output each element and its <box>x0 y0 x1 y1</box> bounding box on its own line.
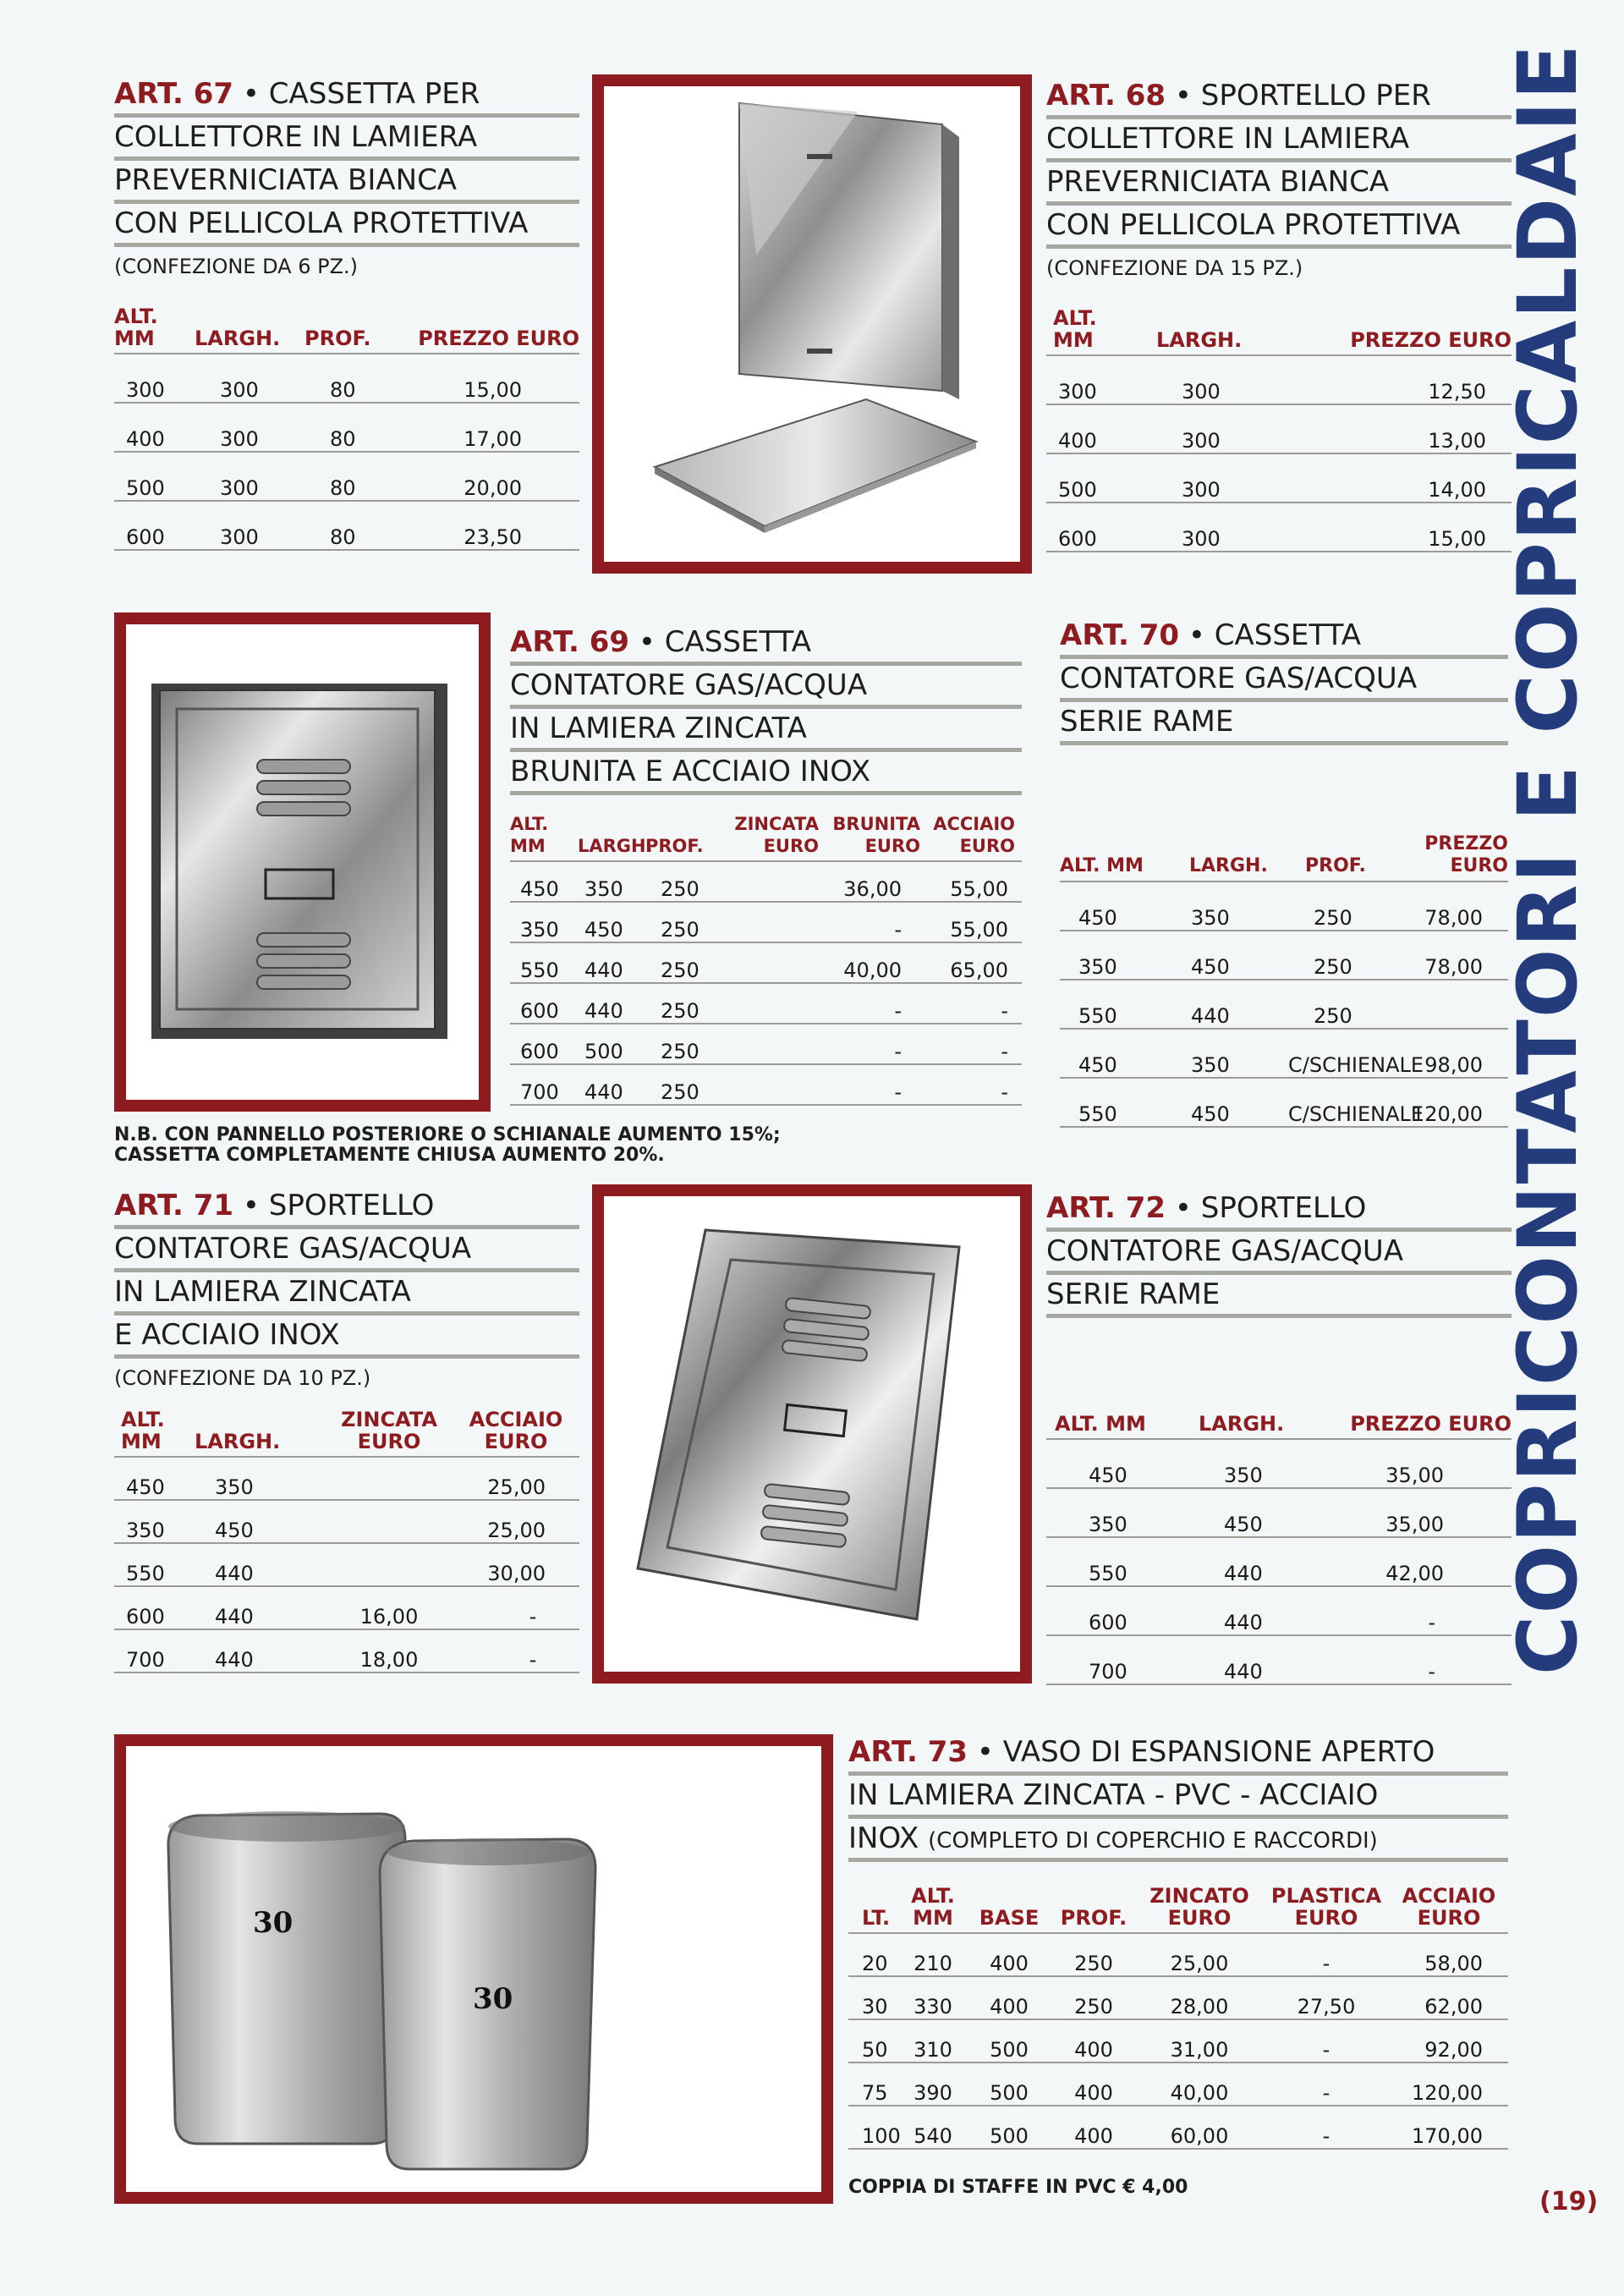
art67-title-line-3: PREVERNICIATA BIANCA <box>114 161 579 204</box>
art67-title-line-2: COLLETTORE IN LAMIERA <box>114 118 579 161</box>
table-row: 350 450 250 - 55,00 <box>510 902 1022 942</box>
table-row: 450 350 250 36,00 55,00 <box>510 861 1022 902</box>
table-row: 700 440 18,00 - <box>114 1629 579 1673</box>
table-row: 300 300 12,50 <box>1046 355 1512 404</box>
art69-nb-line-1: N.B. CON PANNELLO POSTERIORE O SCHIANALE AUMENTO 15%; <box>114 1124 781 1145</box>
art71-title-line-2: CONTATORE GAS/ACQUA <box>114 1229 579 1272</box>
table-row: 450 350 25,00 <box>114 1457 579 1500</box>
art71-header: ALT. MM <box>114 1404 195 1457</box>
art69-title-line-1: ART. 69 • CASSETTA <box>510 623 1022 666</box>
table-row: 450 350 C/SCHIENALE 98,00 <box>1060 1029 1508 1078</box>
art72-header: LARGH. <box>1199 1409 1334 1439</box>
table-row: 350 450 25,00 <box>114 1500 579 1543</box>
table-row: 50 310 500 400 31,00 - 92,00 <box>848 2019 1508 2063</box>
table-row: 500 300 80 20,00 <box>114 452 579 501</box>
meter-box-illustration <box>126 624 479 1100</box>
table-row: 450 350 250 78,00 <box>1060 882 1508 931</box>
photo-expansion-tanks <box>114 1734 833 2204</box>
table-row: 500 300 14,00 <box>1046 453 1512 503</box>
table-row: 600 440 - <box>1046 1586 1512 1635</box>
art70-header: PROF. <box>1280 833 1390 882</box>
art67-note: (CONFEZIONE DA 6 PZ.) <box>114 255 358 278</box>
art69-title <box>510 623 1022 795</box>
art71-note: (CONFEZIONE DA 10 PZ.) <box>114 1366 371 1390</box>
art69-title-line-3: IN LAMIERA ZINCATA <box>510 709 1022 752</box>
art71-title <box>114 1186 579 1392</box>
art73-title <box>848 1733 1508 1862</box>
art68-title <box>1046 76 1512 283</box>
art73-header: PROF. <box>1051 1882 1136 1933</box>
art72-header: PREZZO EURO <box>1334 1409 1512 1439</box>
art68-title-line-4: CON PELLICOLA PROTETTIVA <box>1046 206 1512 249</box>
art70-price-table <box>1060 833 1508 1128</box>
table-row: 600 440 16,00 - <box>114 1586 579 1629</box>
art68-header: LARGH. <box>1156 298 1309 355</box>
art71-header: LARGH. <box>195 1404 326 1457</box>
table-row: 600 440 250 - - <box>510 983 1022 1024</box>
expansion-tanks-illustration <box>126 1746 821 2192</box>
table-row: 30 330 400 250 28,00 27,50 62,00 <box>848 1976 1508 2019</box>
art68-title-line-3: PREVERNICIATA BIANCA <box>1046 162 1512 206</box>
art67-price-table <box>114 296 579 551</box>
art67-header: LARGH. <box>195 296 304 354</box>
art68-title-line-2: COLLETTORE IN LAMIERA <box>1046 119 1512 162</box>
art70-title-line-2: CONTATORE GAS/ACQUA <box>1060 659 1508 702</box>
table-row: 350 450 250 78,00 <box>1060 931 1508 980</box>
art69-nb-line-2: CASSETTA COMPLETAMENTE CHIUSA AUMENTO 20%. <box>114 1145 665 1166</box>
art73-price-table <box>848 1882 1508 2150</box>
art73-header: ZINCATO EURO <box>1136 1882 1263 1933</box>
meter-door-illustration <box>604 1196 1020 1672</box>
art68-header: ALT. MM <box>1046 298 1156 355</box>
table-row: 350 450 35,00 <box>1046 1488 1512 1537</box>
art73-header: ALT. MM <box>899 1882 967 1933</box>
tank-label-left: 30 <box>253 1906 294 1940</box>
art69-title-line-4: BRUNITA E ACCIAIO INOX <box>510 752 1022 795</box>
art69-header: ZINCATA EURO <box>726 804 827 861</box>
art72-price-table <box>1046 1409 1512 1685</box>
page-number: (19) <box>1539 2187 1599 2216</box>
art73-header: PLASTICA EURO <box>1263 1882 1390 1933</box>
side-title: COPRICONTATORI E COPRICALDAIE <box>1501 42 1595 1675</box>
art72-title <box>1046 1189 1512 1318</box>
photo-meter-box <box>114 612 491 1112</box>
art71-price-table <box>114 1404 579 1673</box>
art70-header: PREZZO EURO <box>1390 833 1508 882</box>
table-row: 600 300 15,00 <box>1046 503 1512 552</box>
art69-header: ALT. MM <box>510 804 578 861</box>
art71-header: ZINCATA EURO <box>326 1404 453 1457</box>
photo-meter-door <box>592 1184 1032 1684</box>
art72-title-line-3: SERIE RAME <box>1046 1275 1512 1318</box>
art67-header: PREZZO EURO <box>410 296 579 354</box>
art72-title-line-2: CONTATORE GAS/ACQUA <box>1046 1232 1512 1275</box>
table-row: 550 440 250 40,00 65,00 <box>510 942 1022 983</box>
table-row: 550 440 42,00 <box>1046 1537 1512 1586</box>
art73-title-line-3: INOX (COMPLETO DI COPERCHIO E RACCORDI) <box>848 1819 1508 1862</box>
art68-header: PREZZO EURO <box>1309 298 1512 355</box>
tank-label-right: 30 <box>473 1982 513 2016</box>
art72-header: ALT. MM <box>1046 1409 1199 1439</box>
art69-header: BRUNITA EURO <box>827 804 929 861</box>
art67-title <box>114 74 579 281</box>
table-row: 100 540 500 400 60,00 - 170,00 <box>848 2106 1508 2149</box>
table-row: 600 300 80 23,50 <box>114 501 579 550</box>
art73-title-line-2: IN LAMIERA ZINCATA - PVC - ACCIAIO <box>848 1776 1508 1819</box>
art73-header: BASE <box>967 1882 1051 1933</box>
art67-header: PROF. <box>304 296 410 354</box>
art73-header: ACCIAIO EURO <box>1390 1882 1508 1933</box>
art73-title-line-1: ART. 73 • VASO DI ESPANSIONE APERTO <box>848 1733 1508 1776</box>
art70-header: LARGH. <box>1166 833 1280 882</box>
art69-header: LARGH. <box>578 804 645 861</box>
art71-title-line-4: E ACCIAIO INOX <box>114 1316 579 1359</box>
table-row: 300 300 80 15,00 <box>114 354 579 403</box>
table-row: 700 440 250 - - <box>510 1064 1022 1105</box>
art68-price-table <box>1046 298 1512 552</box>
art70-title <box>1060 616 1508 745</box>
art71-title-line-3: IN LAMIERA ZINCATA <box>114 1272 579 1316</box>
art68-note: (CONFEZIONE DA 15 PZ.) <box>1046 256 1303 280</box>
art69-title-line-2: CONTATORE GAS/ACQUA <box>510 666 1022 709</box>
art67-header: ALT. MM <box>114 296 195 354</box>
table-row: 700 440 - <box>1046 1635 1512 1684</box>
art68-title-line-1: ART. 68 • SPORTELLO PER <box>1046 76 1512 119</box>
collector-box-illustration <box>604 86 1020 562</box>
art70-title-line-3: SERIE RAME <box>1060 702 1508 745</box>
table-row: 20 210 400 250 25,00 - 58,00 <box>848 1933 1508 1976</box>
art71-header: ACCIAIO EURO <box>453 1404 579 1457</box>
table-row: 400 300 80 17,00 <box>114 403 579 452</box>
table-row: 550 440 30,00 <box>114 1543 579 1586</box>
art73-header: LT. <box>848 1882 899 1933</box>
art71-title-line-1: ART. 71 • SPORTELLO <box>114 1186 579 1229</box>
art70-header: ALT. MM <box>1060 833 1166 882</box>
art73-note: COPPIA DI STAFFE IN PVC € 4,00 <box>848 2177 1188 2198</box>
art70-title-line-1: ART. 70 • CASSETTA <box>1060 616 1508 659</box>
art69-header: ACCIAIO EURO <box>929 804 1022 861</box>
table-row: 450 350 35,00 <box>1046 1439 1512 1488</box>
table-row: 400 300 13,00 <box>1046 404 1512 453</box>
photo-collector-box <box>592 74 1032 574</box>
table-row: 550 440 250 <box>1060 980 1508 1029</box>
art67-title-line-4: CON PELLICOLA PROTETTIVA <box>114 204 579 247</box>
art67-title-line-1: ART. 67 • CASSETTA PER <box>114 74 579 118</box>
table-row: 75 390 500 400 40,00 - 120,00 <box>848 2063 1508 2106</box>
art72-title-line-1: ART. 72 • SPORTELLO <box>1046 1189 1512 1232</box>
table-row: 550 450 C/SCHIENALE 120,00 <box>1060 1078 1508 1127</box>
art69-price-table <box>510 804 1022 1106</box>
table-row: 600 500 250 - - <box>510 1024 1022 1064</box>
art69-header: PROF. <box>645 804 726 861</box>
